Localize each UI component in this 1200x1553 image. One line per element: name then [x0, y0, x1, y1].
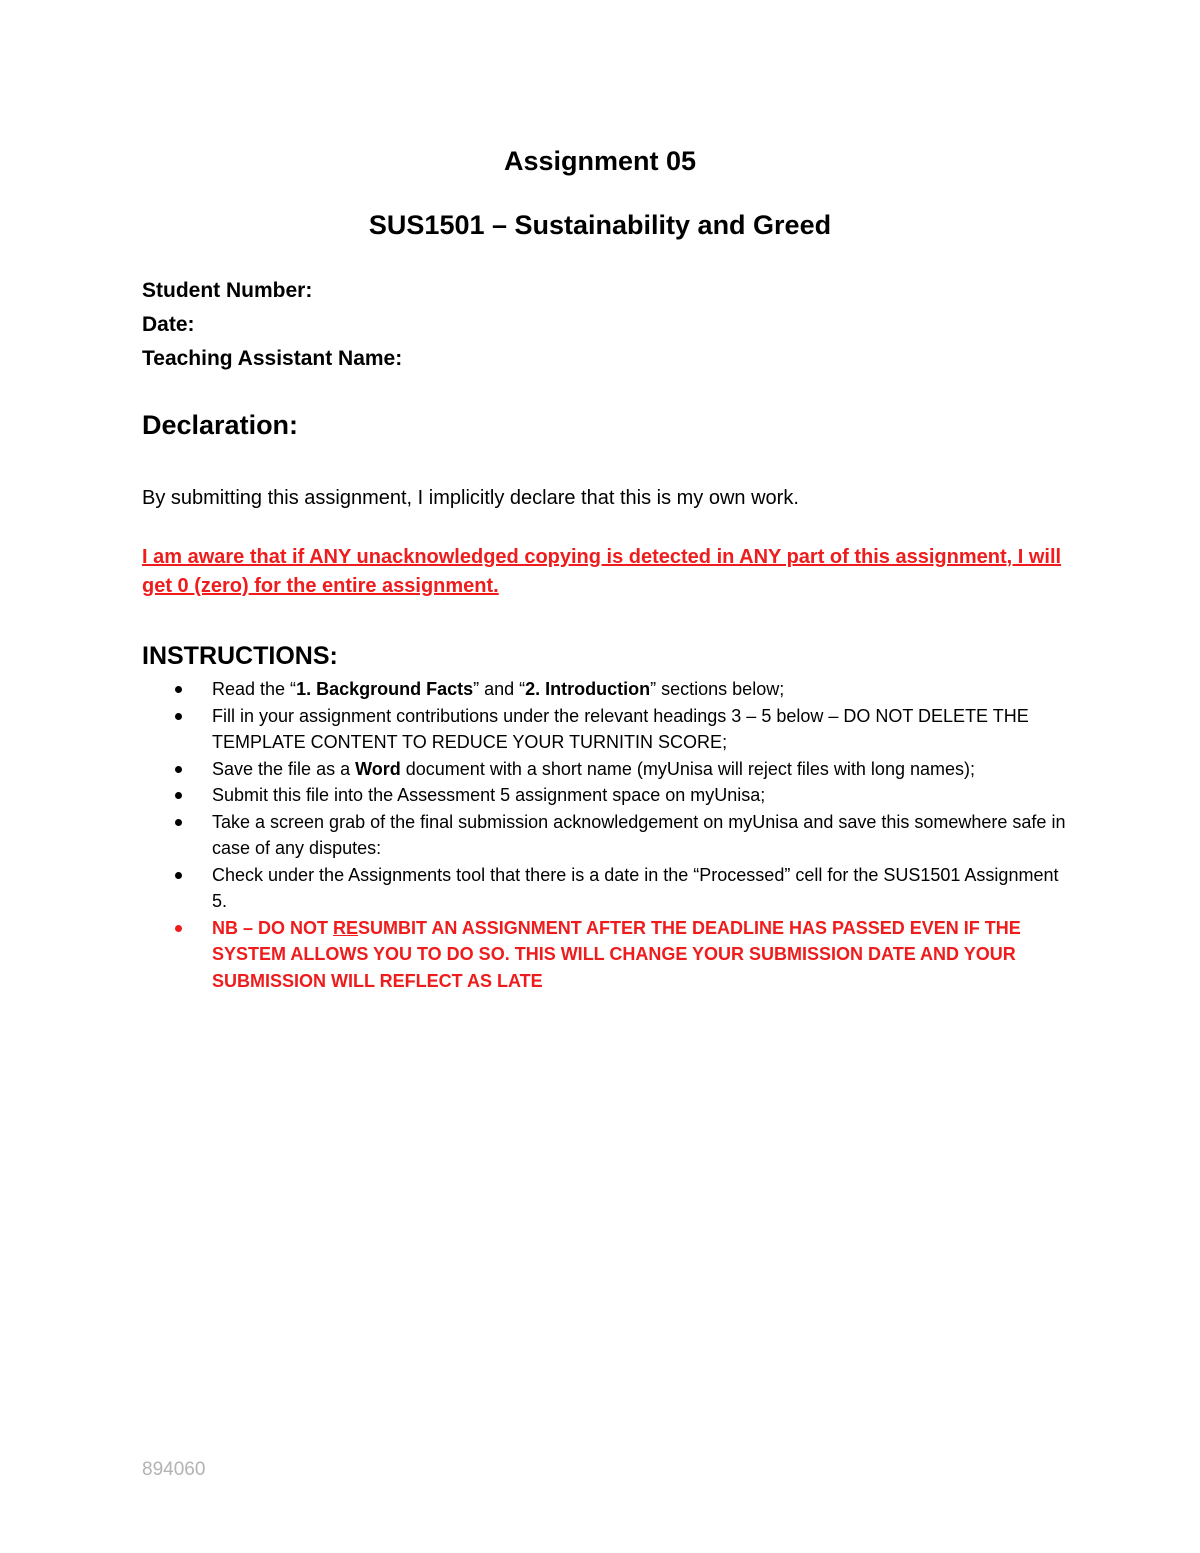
instruction-text: ” and “ — [473, 679, 526, 699]
date-label: Date: — [142, 313, 195, 336]
instruction-text: Fill in your assignment contributions under the relevant headings 3 – 5 below – DO NOT DELETE THE TEMPLATE CONTENT TO REDUCE YOUR TURNITIN SCORE; — [212, 705, 1029, 752]
student-number-label: Student Number: — [142, 279, 313, 302]
instruction-text: Read the “ — [212, 679, 297, 699]
copying-warning: I am aware that if ANY unacknowledged copying is detected in ANY part of this assignment, I will get 0 (zero) for the entire assignment. — [142, 546, 1062, 597]
declaration-heading: Declaration: — [142, 410, 299, 440]
instruction-text: Check under the Assignments tool that there is a date in the “Processed” cell for the SUS1501 Assignment 5. — [212, 864, 1059, 911]
instruction-item — [212, 676, 1072, 703]
document-title: Assignment 05 — [503, 146, 697, 176]
course-title: SUS1501 – Sustainability and Greed — [368, 210, 832, 240]
instruction-item — [212, 756, 1072, 783]
instruction-item — [212, 862, 1072, 915]
instruction-item-nb — [212, 915, 1072, 995]
student-info — [142, 274, 402, 376]
instruction-text: ” sections below; — [650, 679, 785, 699]
instructions-heading: INSTRUCTIONS: — [142, 642, 338, 670]
instruction-item — [212, 703, 1072, 756]
instruction-underlined: RE — [333, 917, 359, 938]
instruction-text: Submit this file into the Assessment 5 assignment space on myUnisa; — [212, 785, 766, 805]
bullet-icon — [175, 766, 182, 773]
page-number: 894060 — [142, 1459, 206, 1480]
instruction-item — [212, 782, 1072, 809]
instruction-bold: 2. Introduction — [525, 679, 651, 699]
bullet-icon — [175, 792, 182, 799]
instruction-bold: 1. Background Facts — [296, 679, 474, 699]
instructions-list — [212, 676, 1072, 994]
bullet-icon — [175, 819, 182, 826]
instruction-bold: Word — [355, 758, 401, 779]
bullet-icon — [175, 925, 182, 932]
declaration-text: By submitting this assignment, I implicitly declare that this is my own work. — [142, 487, 799, 509]
instruction-text: document with a short name (myUnisa will reject files with long names); — [400, 758, 975, 779]
instruction-text: SUMBIT AN ASSIGNMENT AFTER THE DEADLINE HAS PASSED EVEN IF THE SYSTEM ALLOWS YOU TO DO SO. THIS WILL CHANGE YOUR SUBMISSION DATE AND YOUR SUBMISSION WILL REFLECT AS LATE — [212, 917, 1021, 991]
instruction-item — [212, 809, 1072, 862]
instruction-text: Save the file as a — [212, 758, 356, 779]
bullet-icon — [175, 686, 182, 693]
bullet-icon — [175, 713, 182, 720]
instruction-text: Take a screen grab of the final submission acknowledgement on myUnisa and save this somewhere safe in case of any disputes: — [212, 811, 1066, 858]
bullet-icon — [175, 872, 182, 879]
teaching-assistant-label: Teaching Assistant Name: — [142, 347, 403, 370]
instruction-text: NB – DO NOT — [212, 917, 334, 938]
